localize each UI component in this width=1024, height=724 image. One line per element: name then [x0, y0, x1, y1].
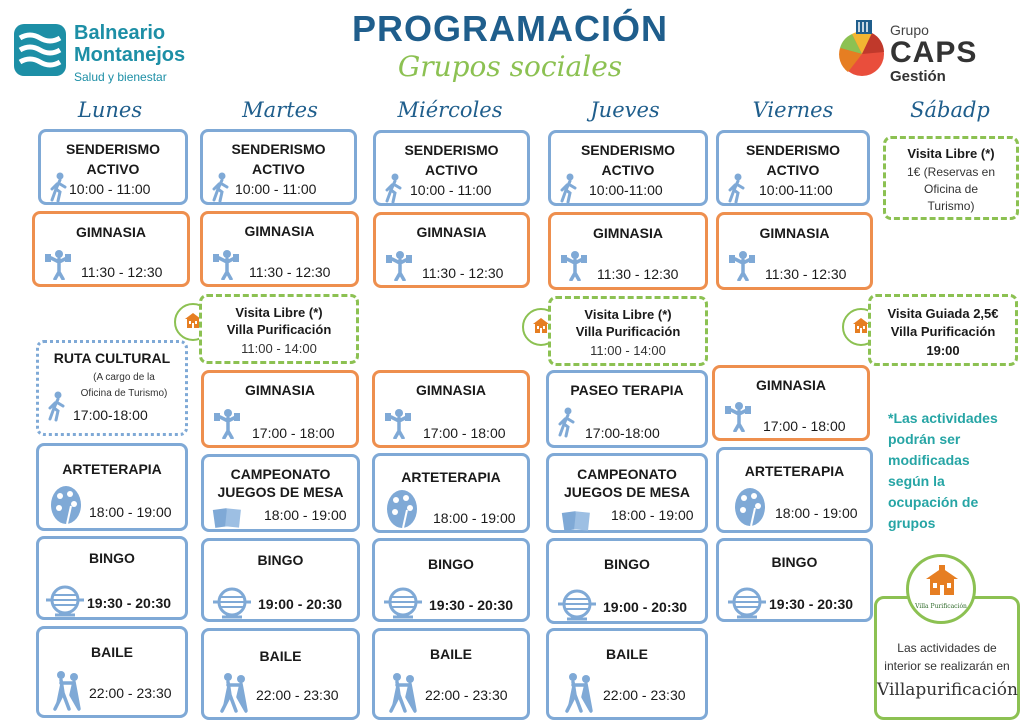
activity-time: 22:00 - 23:30 — [603, 687, 686, 703]
dancers-icon — [47, 669, 87, 713]
tuesday-gimnasia-tarde-card — [201, 370, 359, 448]
activity-label-2: JUEGOS DE MESA — [563, 484, 691, 500]
tuesday-visita-libre-card — [199, 294, 359, 364]
activity-time: 22:00 - 23:30 — [425, 687, 508, 703]
day-tuesday: Martes — [242, 98, 318, 122]
activity-time: 18:00 - 19:00 — [775, 505, 858, 521]
activity-label: BAILE — [606, 646, 648, 662]
activity-label: GIMNASIA — [244, 223, 315, 239]
activity-label: BAILE — [259, 648, 302, 664]
activity-label: ARTETERAPIA — [401, 469, 501, 485]
note-line-4: según la — [888, 473, 945, 489]
activity-label: SENDERISMO — [745, 142, 841, 158]
activity-label: ARTETERAPIA — [62, 461, 162, 477]
activity-label: ARTETERAPIA — [744, 463, 845, 479]
saturday-visita-guiada-card — [868, 294, 1018, 366]
activity-time: 19:00 - 20:30 — [603, 599, 688, 615]
dumbbell-icon — [723, 400, 753, 432]
activity-label: BINGO — [257, 552, 304, 568]
day-wednesday: Miércoles — [397, 98, 503, 122]
thursday-visita-libre-card — [548, 296, 708, 366]
wednesday-baile-card — [372, 628, 530, 720]
dancers-icon — [559, 671, 599, 715]
dumbbell-icon — [43, 248, 73, 280]
walking-icon — [47, 172, 71, 202]
activity-label: BINGO — [428, 556, 474, 572]
activity-time: 18:00 - 19:00 — [611, 507, 694, 523]
activity-label: BINGO — [771, 554, 818, 570]
activity-label: CAMPEONATO — [577, 466, 677, 482]
activity-label: Visita Libre (*) — [584, 307, 672, 322]
monday-baile-card — [36, 626, 188, 718]
thursday-baile-card — [546, 628, 708, 720]
board-game-icon — [561, 510, 593, 532]
activity-label-2: ACTIVO — [425, 162, 478, 178]
activity-time: 18:00 - 19:00 — [264, 507, 347, 523]
activity-time: 10:00 - 11:00 — [69, 181, 151, 197]
tuesday-campeonato-card — [201, 454, 360, 532]
activity-time: 11:30 - 12:30 — [249, 264, 331, 280]
activity-label: Visita Guiada 2,5€ — [887, 306, 999, 321]
activity-time: 11:00 - 14:00 — [241, 341, 317, 356]
wednesday-gimnasia-tarde-card — [372, 370, 530, 448]
activity-label: SENDERISMO — [231, 141, 326, 157]
activity-time: 10:00 - 11:00 — [410, 182, 492, 198]
villa-badge-label: Villa Purificación — [915, 603, 967, 610]
activity-time: 11:30 - 12:30 — [597, 266, 679, 282]
activity-place: Villa Purificación — [890, 324, 996, 339]
activity-label-2: ACTIVO — [252, 161, 305, 177]
activity-detail-2: Oficina de Turismo) — [80, 388, 168, 399]
villa-building-icon — [924, 565, 960, 597]
note-line-2: podrán ser — [888, 431, 961, 447]
activity-label: Visita Libre (*) — [907, 146, 995, 161]
dumbbell-icon — [384, 249, 414, 281]
monday-ruta-cultural-card — [36, 340, 188, 436]
activity-time: 19:30 - 20:30 — [87, 595, 172, 611]
walking-icon — [557, 173, 581, 203]
dumbbell-icon — [383, 407, 413, 439]
info-line-3: Villapurificación — [877, 680, 1018, 700]
activity-time: 11:30 - 12:30 — [81, 264, 163, 280]
activity-label: BAILE — [430, 646, 472, 662]
friday-senderismo-card — [716, 130, 870, 206]
caps-mosaic-icon — [838, 18, 888, 84]
bingo-drum-icon — [212, 587, 252, 621]
bingo-drum-icon — [727, 587, 767, 621]
villa-purificacion-badge — [906, 554, 976, 624]
info-line-2: interior se realizarán en — [884, 659, 1010, 673]
saturday-visita-libre-card — [883, 136, 1019, 220]
walking-icon — [382, 173, 406, 203]
tuesday-senderismo-card — [200, 129, 357, 205]
activity-label-2: JUEGOS DE MESA — [217, 484, 344, 500]
activity-place: Villa Purificación — [226, 322, 332, 337]
activity-time: 10:00 - 11:00 — [235, 181, 317, 197]
palette-icon — [733, 486, 767, 528]
dancers-icon — [383, 671, 423, 715]
palette-icon — [385, 488, 419, 530]
monday-gimnasia-card — [32, 211, 190, 287]
note-line-1: *Las actividades — [888, 410, 998, 426]
activity-label-2: ACTIVO — [86, 161, 140, 177]
activity-time: 22:00 - 23:30 — [89, 685, 172, 701]
activity-label: SENDERISMO — [65, 141, 161, 157]
note-line-5: ocupación de — [888, 494, 979, 510]
dancers-icon — [214, 671, 254, 715]
dumbbell-icon — [212, 407, 242, 439]
bingo-drum-icon — [383, 587, 423, 621]
day-monday: Lunes — [77, 98, 143, 122]
note-line-6: grupos — [888, 515, 936, 531]
activity-label: GIMNASIA — [756, 377, 826, 393]
dumbbell-icon — [559, 249, 589, 281]
waves-logo-icon — [14, 24, 66, 76]
modification-note — [888, 408, 1018, 534]
wednesday-senderismo-card — [373, 130, 530, 206]
activity-label: PASEO TERAPIA — [570, 382, 684, 398]
partner-name: CAPS — [890, 36, 978, 69]
friday-bingo-card — [716, 538, 873, 622]
activity-label-2: ACTIVO — [601, 162, 655, 178]
activity-time: 19:30 - 20:30 — [429, 597, 514, 613]
bingo-drum-icon — [557, 589, 597, 623]
page-title: PROGRAMACIÓN — [352, 8, 668, 49]
activity-time: 18:00 - 19:00 — [89, 504, 172, 520]
board-game-icon — [212, 507, 244, 529]
dumbbell-icon — [211, 248, 241, 280]
activity-time: 17:00-18:00 — [73, 407, 148, 423]
monday-arteterapia-card — [36, 443, 188, 531]
activity-time: 19:30 - 20:30 — [769, 596, 854, 612]
activity-label: Visita Libre (*) — [235, 305, 323, 320]
wednesday-arteterapia-card — [372, 453, 530, 533]
walking-icon — [725, 173, 749, 203]
activity-time: 11:30 - 12:30 — [422, 265, 504, 281]
wednesday-gimnasia-card — [373, 212, 530, 288]
activity-time: 11:30 - 12:30 — [765, 266, 847, 282]
monday-senderismo-card — [38, 129, 188, 205]
brand-tagline: Salud y bienestar — [74, 70, 167, 84]
tuesday-bingo-card — [201, 538, 360, 622]
friday-gimnasia-tarde-card — [712, 365, 870, 441]
activity-label: GIMNASIA — [593, 225, 663, 241]
activity-label: BAILE — [91, 644, 133, 660]
friday-gimnasia-card — [716, 212, 873, 290]
activity-time: 10:00-11:00 — [759, 182, 833, 198]
activity-label-2: ACTIVO — [766, 162, 820, 178]
activity-label: CAMPEONATO — [230, 466, 331, 482]
wednesday-bingo-card — [372, 538, 530, 622]
activity-detail-1: (A cargo de la — [93, 372, 155, 383]
activity-time: 11:00 - 14:00 — [590, 343, 666, 358]
friday-arteterapia-card — [716, 447, 873, 533]
brand-name-line2: Montanejos — [74, 44, 186, 66]
activity-time: 18:00 - 19:00 — [433, 510, 516, 526]
activity-label: GIMNASIA — [245, 382, 315, 398]
day-friday: Viernes — [752, 98, 834, 122]
activity-label: GIMNASIA — [416, 224, 487, 240]
info-line-1: Las actividades de — [897, 641, 997, 655]
page-subtitle: Grupos sociales — [397, 50, 623, 83]
walking-icon — [209, 172, 233, 202]
thursday-campeonato-card — [546, 453, 708, 533]
activity-detail-3: Turismo) — [927, 199, 975, 213]
activity-label: GIMNASIA — [76, 224, 146, 240]
activity-label: BINGO — [604, 556, 650, 572]
dumbbell-icon — [727, 249, 757, 281]
walking-icon — [45, 389, 69, 423]
activity-label: BINGO — [89, 550, 135, 566]
activity-time: 17:00-18:00 — [585, 425, 660, 441]
tuesday-baile-card — [201, 628, 360, 720]
thursday-bingo-card — [546, 538, 708, 624]
thursday-paseo-terapia-card — [546, 370, 708, 448]
partner-small-text: Grupo — [890, 22, 929, 38]
day-saturday: Sábadp — [910, 98, 990, 122]
activity-label: SENDERISMO — [404, 142, 499, 158]
caps-logo — [838, 18, 1008, 88]
activity-time: 17:00 - 18:00 — [423, 425, 506, 441]
activity-label: GIMNASIA — [759, 225, 830, 241]
activity-label: RUTA CULTURAL — [53, 350, 171, 366]
activity-time: 17:00 - 18:00 — [763, 418, 846, 434]
activity-time: 10:00-11:00 — [589, 182, 663, 198]
balneario-logo — [14, 20, 234, 92]
brand-name-line1: Balneario — [74, 22, 166, 44]
activity-label: SENDERISMO — [580, 142, 676, 158]
palette-icon — [49, 484, 83, 526]
activity-time: 22:00 - 23:30 — [256, 687, 339, 703]
thursday-gimnasia-card — [548, 212, 708, 290]
activity-place: Villa Purificación — [575, 324, 681, 339]
bingo-drum-icon — [45, 585, 85, 619]
monday-bingo-card — [36, 536, 188, 620]
activity-label: GIMNASIA — [416, 382, 486, 398]
walking-icon — [555, 405, 579, 439]
partner-sub: Gestión — [890, 68, 946, 85]
activity-time: 19:00 - 20:30 — [258, 596, 343, 612]
activity-time: 19:00 — [926, 343, 960, 358]
note-line-3: modificadas — [888, 452, 970, 468]
activity-detail-1: 1€ (Reservas en — [906, 165, 996, 179]
tuesday-gimnasia-card — [200, 211, 359, 287]
day-thursday: Jueves — [590, 98, 660, 122]
activity-time: 17:00 - 18:00 — [252, 425, 335, 441]
activity-detail-2: Oficina de — [923, 182, 979, 196]
thursday-senderismo-card — [548, 130, 708, 206]
